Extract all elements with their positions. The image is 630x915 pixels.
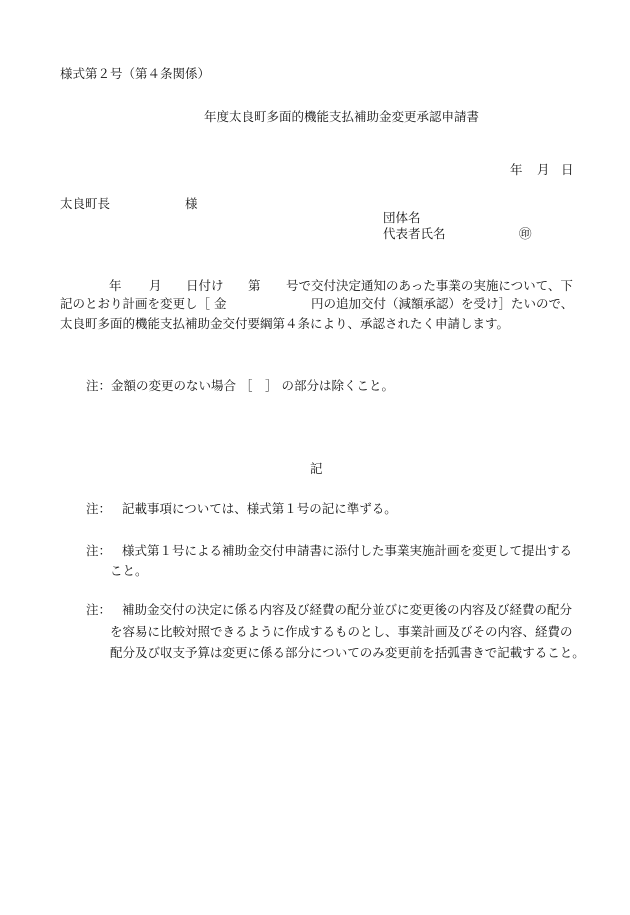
note-line: 様式第１号による補助金交付申請書に添付した事業実施計画を変更して提出する [122, 543, 573, 558]
note-label: 注： [86, 501, 112, 516]
note-line: 配分及び収支予算は変更に係る部分についてのみ変更前を括弧書きで記載すること。 [110, 645, 585, 660]
addressee-name: 太良町長 [60, 196, 111, 211]
seal-mark: ㊞ [519, 226, 532, 241]
date-year: 年 [510, 162, 523, 177]
note-line: 補助金交付の決定に係る内容及び経費の配分並びに変更後の内容及び経費の配分 [122, 602, 573, 617]
org-name-label: 団体名 [383, 210, 421, 225]
note-label: 注： [86, 543, 112, 558]
note-label: 注： [86, 602, 112, 617]
note-amount: 注：金額の変更のない場合 ［ ］ の部分は除くこと。 [86, 378, 394, 393]
body-line2-a: 記のとおり計画を変更し［ 金 [60, 296, 227, 311]
body-dai: 第 [248, 278, 261, 293]
date-day: 日 [561, 162, 574, 177]
ki-heading: 記 [310, 461, 323, 476]
addressee-honorific: 様 [185, 196, 198, 211]
body-line1-rest: 号で交付決定通知のあった事業の実施について、下 [286, 278, 573, 293]
date-month: 月 [537, 162, 550, 177]
body-line2-b: 円の追加交付（減額承認）を受け］たいので、 [311, 296, 574, 311]
body-year: 年 [109, 278, 122, 293]
representative-label: 代表者氏名 [383, 226, 446, 241]
note-line: こと。 [110, 563, 148, 578]
body-line3: 太良町多面的機能支払補助金交付要綱第４条により、承認されたく申請します。 [60, 316, 510, 331]
document-title: 年度太良町多面的機能支払補助金変更承認申請書 [204, 109, 480, 124]
note-line: を容易に比較対照できるように作成するものとし、事業計画及びその内容、経費の [110, 624, 573, 639]
note-line: 記載事項については、様式第１号の記に準ずる。 [122, 501, 397, 516]
body-month: 月 [149, 278, 162, 293]
body-day: 日付け [186, 278, 224, 293]
form-number: 様式第２号（第４条関係） [60, 66, 211, 81]
